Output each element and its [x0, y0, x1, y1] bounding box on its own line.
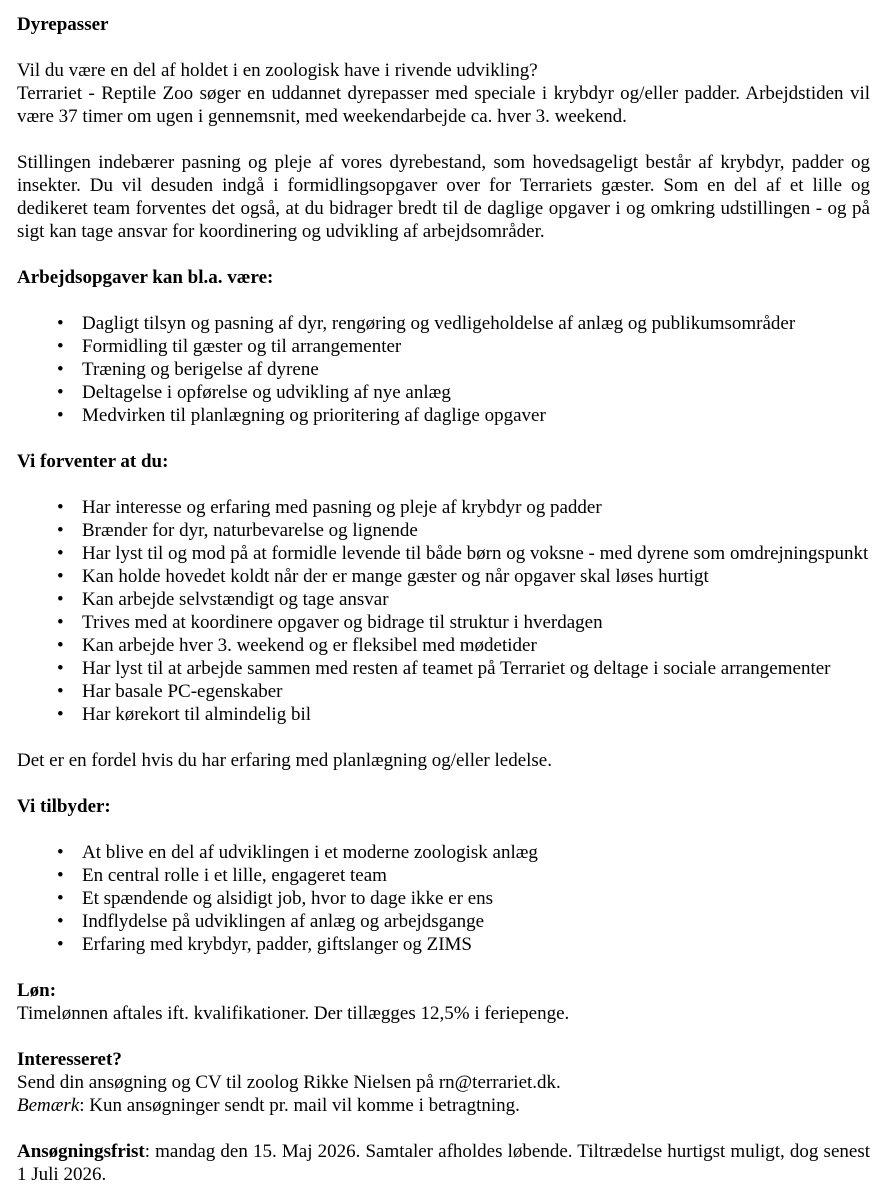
list-item: • Formidling til gæster og til arrangementer	[17, 335, 870, 358]
list-item: • Brænder for dyr, naturbevarelse og lignende	[17, 519, 870, 542]
list-item: • Dagligt tilsyn og pasning af dyr, rengøring og vedligeholdelse af anlæg og publikumsområder	[17, 312, 870, 335]
advantage-note: Det er en fordel hvis du har erfaring med planlægning og/eller ledelse.	[17, 750, 552, 771]
offer-heading: Vi tilbyder:	[17, 796, 111, 817]
list-item: • En central rolle i et lille, engageret team	[17, 864, 870, 887]
salary-text: Timelønnen aftales ift. kvalifikationer. Der tillægges 12,5% i feriepenge.	[17, 1003, 570, 1024]
list-item: • Kan holde hovedet koldt når der er mange gæster og når opgaver skal løses hurtigt	[17, 565, 870, 588]
list-item: • Har kørekort til almindelig bil	[17, 703, 870, 726]
list-item: • Kan arbejde hver 3. weekend og er fleksibel med mødetider	[17, 634, 870, 657]
salary-heading: Løn:	[17, 980, 57, 1001]
job-posting-document	[17, 13, 870, 1186]
intro-text: Terrariet - Reptile Zoo søger en uddannet dyrepasser med speciale i krybdyr og/eller padder. Arbejdstiden vil være 37 timer om ugen i gennemsnit, med weekendarbejde ca. hver 3. weekend.	[17, 83, 870, 127]
offer-list	[17, 841, 870, 956]
list-item: • Har interesse og erfaring med pasning og pleje af krybdyr og padder	[17, 496, 870, 519]
expectations-heading: Vi forventer at du:	[17, 451, 169, 472]
list-item: • Medvirken til planlægning og prioritering af daglige opgaver	[17, 404, 870, 427]
list-item: • Kan arbejde selvstændigt og tage ansvar	[17, 588, 870, 611]
list-item: • Har lyst til og mod på at formidle levende til både børn og voksne - med dyrene som omdrejningspunkt	[17, 542, 870, 565]
list-item: • Indflydelse på udviklingen af anlæg og arbejdsgange	[17, 910, 870, 933]
tasks-list	[17, 312, 870, 427]
interested-heading: Interesseret?	[17, 1049, 122, 1070]
list-item: • Erfaring med krybdyr, padder, giftslanger og ZIMS	[17, 933, 870, 956]
deadline-label: Ansøgningsfrist	[17, 1141, 145, 1162]
intro-paragraph	[17, 59, 870, 128]
interested-send-line	[17, 1071, 870, 1094]
deadline-paragraph	[17, 1140, 870, 1186]
expectations-list	[17, 496, 870, 726]
page-title: Dyrepasser	[17, 14, 109, 35]
note-text: : Kun ansøgninger sendt pr. mail vil komme i betragtning.	[79, 1095, 520, 1116]
intro-question: Vil du være en del af holdet i en zoologisk have i rivende udvikling?	[17, 60, 538, 81]
note-label: Bemærk	[17, 1095, 80, 1116]
list-item: • Trives med at koordinere opgaver og bidrage til struktur i hverdagen	[17, 611, 870, 634]
list-item: • Har basale PC-egenskaber	[17, 680, 870, 703]
interested-section	[17, 1048, 870, 1117]
deadline-text: : mandag den 15. Maj 2026. Samtaler afholdes løbende. Tiltrædelse hurtigst muligt, dog senest 1 Juli 2026.	[17, 1141, 870, 1185]
list-item: • Et spændende og alsidigt job, hvor to dage ikke er ens	[17, 887, 870, 910]
interested-note-line	[17, 1094, 870, 1117]
send-application-text: Send din ansøgning og CV til zoolog Rikke Nielsen på rn@terrariet.dk.	[17, 1072, 561, 1093]
tasks-heading: Arbejdsopgaver kan bl.a. være:	[17, 267, 274, 288]
list-item: • Har lyst til at arbejde sammen med resten af teamet på Terrariet og deltage i sociale arrangementer	[17, 657, 870, 680]
about-paragraph: Stillingen indebærer pasning og pleje af vores dyrebestand, som hovedsageligt består af krybdyr, padder og insekter. Du vil desuden indgå i formidlingsopgaver over for Terrariets gæster. Som en del af et lille og dedikeret team forventes det også, at du bidrager bredt til de daglige opgaver i og omkring udstillingen - og på sigt kan tage ansvar for koordinering og udvikling af arbejdsområder.	[17, 152, 870, 242]
list-item: • At blive en del af udviklingen i et moderne zoologisk anlæg	[17, 841, 870, 864]
salary-section	[17, 979, 870, 1025]
list-item: • Deltagelse i opførelse og udvikling af nye anlæg	[17, 381, 870, 404]
list-item: • Træning og berigelse af dyrene	[17, 358, 870, 381]
